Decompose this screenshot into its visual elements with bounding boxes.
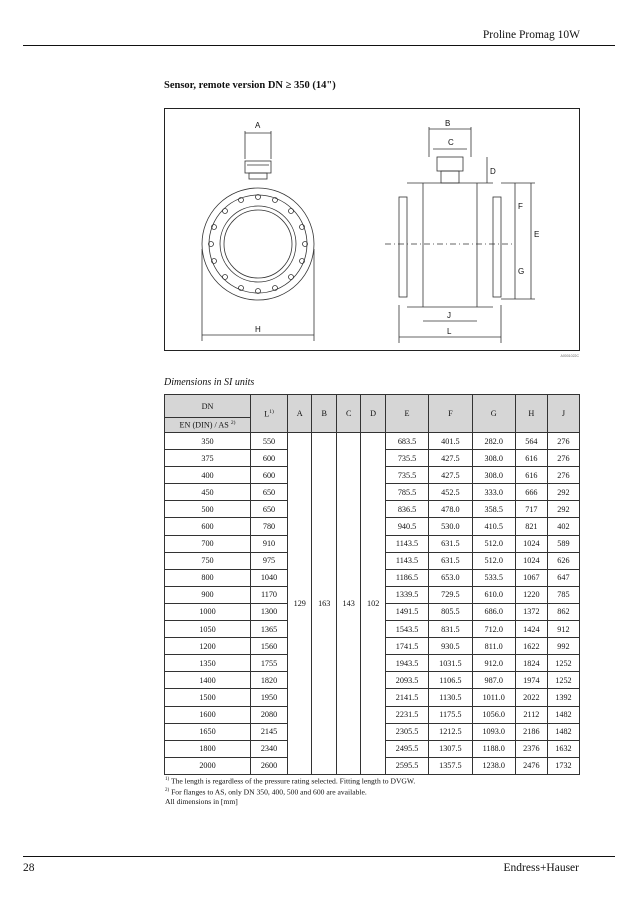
right-flange [493, 197, 501, 297]
cell-f: 805.5 [429, 603, 472, 620]
label-d: D [490, 167, 496, 176]
cell-h: 1622 [515, 638, 547, 655]
cell-dn: 1650 [165, 723, 251, 740]
cell-e: 735.5 [385, 467, 428, 484]
outer-flange-circle [202, 188, 314, 300]
cell-dn: 900 [165, 586, 251, 603]
cell-l: 1365 [251, 621, 288, 638]
cell-l: 600 [251, 450, 288, 467]
cell-dn: 1800 [165, 740, 251, 757]
cell-h: 564 [515, 433, 547, 450]
label-b: B [445, 119, 451, 128]
cell-h: 2186 [515, 723, 547, 740]
label-a: A [255, 121, 261, 130]
cell-l: 1300 [251, 603, 288, 620]
cell-f: 631.5 [429, 552, 472, 569]
cell-g: 1188.0 [472, 740, 515, 757]
cell-h: 666 [515, 484, 547, 501]
cell-f: 1175.5 [429, 706, 472, 723]
col-l-header: $L^{1)}$ [251, 395, 288, 433]
side-neck [441, 171, 459, 183]
label-h: H [255, 325, 261, 334]
cell-c: 143 [336, 433, 360, 775]
cell-j: 292 [547, 484, 579, 501]
cell-e: 1741.5 [385, 638, 428, 655]
cell-e: 1543.5 [385, 621, 428, 638]
cell-d: 102 [361, 433, 385, 775]
cell-dn: 1600 [165, 706, 251, 723]
note-3: All dimensions in [mm] [165, 797, 238, 807]
label-c: C [448, 138, 454, 147]
cell-f: 1031.5 [429, 655, 472, 672]
cell-j: 1252 [547, 672, 579, 689]
cell-f: 427.5 [429, 467, 472, 484]
cell-g: 333.0 [472, 484, 515, 501]
cell-l: 2340 [251, 740, 288, 757]
cell-a: 129 [288, 433, 312, 775]
cell-f: 831.5 [429, 621, 472, 638]
cell-l: 1950 [251, 689, 288, 706]
cell-e: 940.5 [385, 518, 428, 535]
cell-e: 683.5 [385, 433, 428, 450]
col-b-header: B [312, 395, 336, 433]
col-c-header: C [336, 395, 360, 433]
side-housing [437, 157, 463, 171]
cell-j: 647 [547, 569, 579, 586]
cell-j: 1482 [547, 723, 579, 740]
col-dn-subheader: EN (DIN) / AS $^{2)}$ [165, 418, 251, 433]
cell-j: 589 [547, 535, 579, 552]
cell-e: 2231.5 [385, 706, 428, 723]
col-j-header: J [547, 395, 579, 433]
cell-l: 780 [251, 518, 288, 535]
side-view-labels [445, 119, 539, 336]
cell-g: 358.5 [472, 501, 515, 518]
cell-j: 1732 [547, 757, 579, 774]
cell-j: 292 [547, 501, 579, 518]
cell-f: 1130.5 [429, 689, 472, 706]
front-view-labels [255, 121, 261, 334]
cell-f: 653.0 [429, 569, 472, 586]
cell-h: 616 [515, 450, 547, 467]
label-j: J [447, 311, 451, 320]
cell-e: 735.5 [385, 450, 428, 467]
cell-dn: 1000 [165, 603, 251, 620]
header-rule [23, 45, 615, 46]
cell-l: 650 [251, 484, 288, 501]
cell-j: 785 [547, 586, 579, 603]
cell-f: 729.5 [429, 586, 472, 603]
cell-f: 1106.5 [429, 672, 472, 689]
front-view [202, 131, 314, 341]
table-caption: Dimensions in SI units [164, 377, 255, 388]
label-f: F [518, 202, 523, 211]
cell-h: 1424 [515, 621, 547, 638]
cell-h: 1067 [515, 569, 547, 586]
cell-g: 1093.0 [472, 723, 515, 740]
cell-j: 1392 [547, 689, 579, 706]
cell-e: 785.5 [385, 484, 428, 501]
cell-f: 930.5 [429, 638, 472, 655]
cell-f: 452.5 [429, 484, 472, 501]
cell-l: 1755 [251, 655, 288, 672]
col-h-header: H [515, 395, 547, 433]
cell-h: 821 [515, 518, 547, 535]
dimension-drawing [164, 108, 580, 351]
dimensions-table [164, 394, 580, 775]
cell-l: 2600 [251, 757, 288, 774]
cell-h: 1974 [515, 672, 547, 689]
cell-l: 1170 [251, 586, 288, 603]
drawing-svg [165, 109, 581, 352]
cell-j: 992 [547, 638, 579, 655]
cell-h: 1024 [515, 552, 547, 569]
cell-g: 512.0 [472, 535, 515, 552]
cell-h: 1024 [515, 535, 547, 552]
cell-g: 308.0 [472, 467, 515, 484]
cell-g: 533.5 [472, 569, 515, 586]
cell-g: 512.0 [472, 552, 515, 569]
cell-h: 1824 [515, 655, 547, 672]
side-view [385, 127, 535, 343]
cell-g: 1056.0 [472, 706, 515, 723]
cell-dn: 450 [165, 484, 251, 501]
cell-e: 1943.5 [385, 655, 428, 672]
cell-dn: 400 [165, 467, 251, 484]
label-g: G [518, 267, 525, 276]
cell-g: 811.0 [472, 638, 515, 655]
note-2: $^{2)}$ For flanges to AS, only DN 350, 400, 500 and 600 are available. [165, 787, 367, 797]
cell-j: 1482 [547, 706, 579, 723]
cell-e: 2595.5 [385, 757, 428, 774]
cell-dn: 2000 [165, 757, 251, 774]
cell-dn: 700 [165, 535, 251, 552]
cell-j: 276 [547, 433, 579, 450]
cell-dn: 800 [165, 569, 251, 586]
table-row [165, 433, 580, 450]
col-f-header: F [429, 395, 472, 433]
table-notes [165, 775, 415, 807]
page-number: 28 [23, 862, 35, 874]
cell-e: 2141.5 [385, 689, 428, 706]
cell-e: 1339.5 [385, 586, 428, 603]
cell-e: 1143.5 [385, 535, 428, 552]
cell-j: 862 [547, 603, 579, 620]
cell-b: 163 [312, 433, 336, 775]
cell-l: 650 [251, 501, 288, 518]
cell-f: 478.0 [429, 501, 472, 518]
cell-dn: 1200 [165, 638, 251, 655]
cell-e: 1143.5 [385, 552, 428, 569]
cell-j: 626 [547, 552, 579, 569]
col-a-header: A [288, 395, 312, 433]
cell-f: 427.5 [429, 450, 472, 467]
cell-j: 276 [547, 450, 579, 467]
cell-g: 308.0 [472, 450, 515, 467]
cell-f: 1307.5 [429, 740, 472, 757]
cell-h: 1372 [515, 603, 547, 620]
cell-e: 836.5 [385, 501, 428, 518]
cell-e: 2305.5 [385, 723, 428, 740]
table-header-row [165, 395, 580, 418]
cell-l: 2080 [251, 706, 288, 723]
header-product-title: Proline Promag 10W [482, 29, 580, 41]
cell-l: 1820 [251, 672, 288, 689]
col-g-header: G [472, 395, 515, 433]
label-l: L [447, 327, 452, 336]
cell-h: 2476 [515, 757, 547, 774]
cell-l: 550 [251, 433, 288, 450]
col-dn-header: DN [165, 395, 251, 418]
cell-dn: 750 [165, 552, 251, 569]
cell-e: 1491.5 [385, 603, 428, 620]
cell-l: 600 [251, 467, 288, 484]
cell-dn: 350 [165, 433, 251, 450]
cell-g: 987.0 [472, 672, 515, 689]
cell-j: 1632 [547, 740, 579, 757]
cell-h: 717 [515, 501, 547, 518]
cell-h: 2376 [515, 740, 547, 757]
cell-h: 1220 [515, 586, 547, 603]
cell-g: 610.0 [472, 586, 515, 603]
cell-j: 402 [547, 518, 579, 535]
cell-h: 616 [515, 467, 547, 484]
note-1: $^{1)}$ The length is regardless of the pressure rating selected. Fitting length to DVGW. [165, 776, 416, 786]
cell-l: 975 [251, 552, 288, 569]
cell-g: 282.0 [472, 433, 515, 450]
cell-l: 1040 [251, 569, 288, 586]
label-e: E [534, 230, 540, 239]
section-title: Sensor, remote version DN ≥ 350 (14") [164, 80, 336, 91]
cell-e: 2093.5 [385, 672, 428, 689]
figure-code: A0001022C [560, 354, 579, 358]
cell-j: 1252 [547, 655, 579, 672]
footer-rule [23, 856, 615, 857]
cell-g: 1011.0 [472, 689, 515, 706]
cell-l: 910 [251, 535, 288, 552]
cell-e: 2495.5 [385, 740, 428, 757]
cell-l: 1560 [251, 638, 288, 655]
cell-f: 401.5 [429, 433, 472, 450]
cell-f: 530.0 [429, 518, 472, 535]
cell-g: 912.0 [472, 655, 515, 672]
col-e-header: E [385, 395, 428, 433]
cell-dn: 500 [165, 501, 251, 518]
bolt-holes [209, 195, 308, 294]
housing-neck [249, 173, 267, 179]
cell-dn: 375 [165, 450, 251, 467]
cell-e: 1186.5 [385, 569, 428, 586]
cell-dn: 1050 [165, 621, 251, 638]
cell-g: 1238.0 [472, 757, 515, 774]
cell-dn: 600 [165, 518, 251, 535]
housing-top [245, 161, 271, 173]
cell-f: 1212.5 [429, 723, 472, 740]
cell-j: 912 [547, 621, 579, 638]
cell-f: 1357.5 [429, 757, 472, 774]
cell-g: 686.0 [472, 603, 515, 620]
footer-brand: Endress+Hauser [503, 862, 579, 874]
cell-h: 2022 [515, 689, 547, 706]
bore-circle [220, 206, 296, 282]
cell-dn: 1350 [165, 655, 251, 672]
left-flange [399, 197, 407, 297]
cell-g: 410.5 [472, 518, 515, 535]
cell-l: 2145 [251, 723, 288, 740]
cell-f: 631.5 [429, 535, 472, 552]
cell-dn: 1500 [165, 689, 251, 706]
cell-g: 712.0 [472, 621, 515, 638]
cell-h: 2112 [515, 706, 547, 723]
col-d-header: D [361, 395, 385, 433]
cell-dn: 1400 [165, 672, 251, 689]
cell-j: 276 [547, 467, 579, 484]
